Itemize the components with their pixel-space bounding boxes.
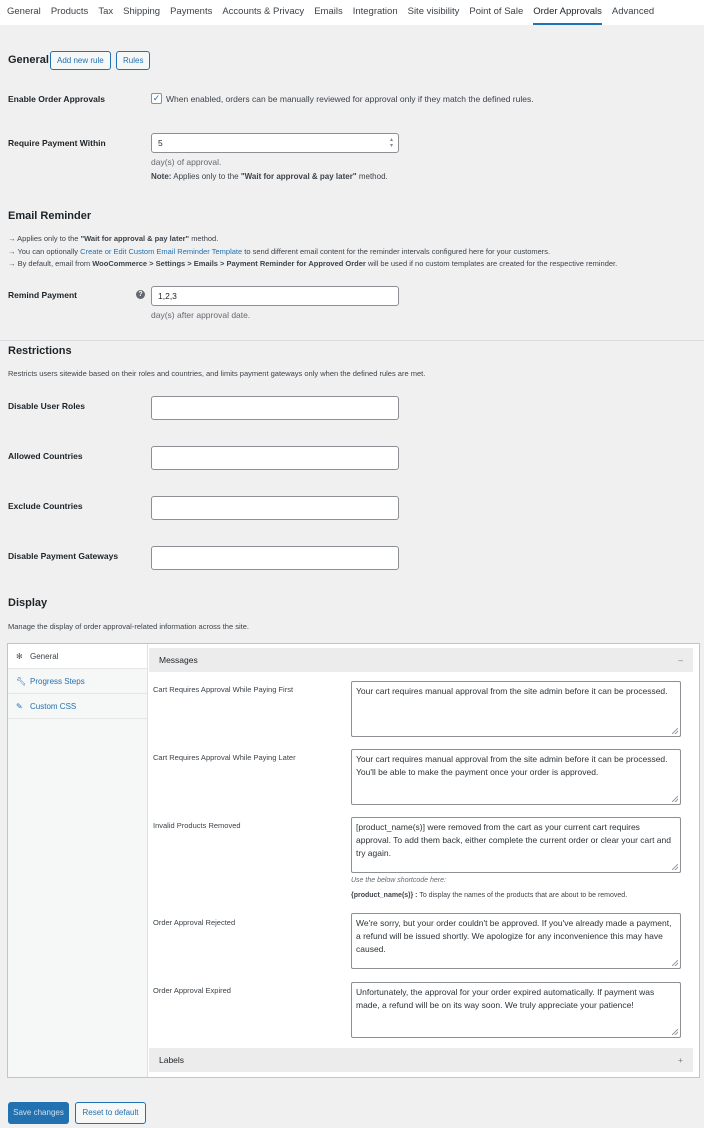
info-text: method. — [191, 234, 219, 243]
tab-payments[interactable]: Payments — [170, 6, 213, 17]
tab-advanced[interactable]: Advanced — [611, 6, 655, 17]
info-text: → Applies only to the — [8, 234, 79, 243]
sidebar-item-label: Progress Steps — [30, 677, 85, 686]
require-payment-value: 5 — [158, 138, 163, 148]
message-label: Cart Requires Approval While Paying First — [153, 685, 294, 694]
info-text: → By default, email from — [8, 259, 91, 268]
allowed-countries-label: Allowed Countries — [8, 451, 83, 461]
disable-payment-gateways-label: Disable Payment Gateways — [8, 551, 119, 561]
info-bold: WooCommerce > Settings > Emails > Payment Reminder for Approved Order — [92, 259, 366, 268]
shortcode-hint: Use the below shortcode here: — [351, 877, 446, 884]
reset-to-default-button[interactable]: Reset to default — [75, 1102, 146, 1124]
expand-icon[interactable]: + — [678, 1055, 683, 1065]
message-textarea[interactable]: Your cart requires manual approval from the site admin before it can be processed. You'll be able to make the payment once your order is approved. — [351, 749, 681, 805]
sidebar-item-label: General — [30, 652, 59, 661]
display-heading: Display — [8, 597, 48, 609]
sidebar-item-custom-css[interactable] — [8, 694, 147, 719]
message-label: Order Approval Expired — [153, 986, 231, 995]
save-changes-button[interactable]: Save changes — [8, 1102, 69, 1124]
shortcode-code: {product_name(s)} : — [351, 892, 418, 899]
collapse-icon[interactable]: – — [678, 655, 683, 665]
disable-payment-gateways-input[interactable] — [151, 546, 399, 570]
messages-accordion-header[interactable] — [149, 648, 693, 672]
messages-title: Messages — [159, 655, 198, 665]
tab-shipping[interactable]: Shipping — [123, 6, 161, 17]
info-text: to send different email content for the reminder intervals configured here for your customers. — [244, 247, 551, 256]
message-textarea[interactable]: Unfortunately, the approval for your order expired automatically. If payment was made, a refund will be on its way soon. We truly appreciate your patience! — [351, 982, 681, 1038]
rules-button[interactable]: Rules — [116, 51, 150, 70]
message-textarea[interactable]: We're sorry, but your order couldn't be approved. If you've already made a payment, a refund will be issued shortly. We apologize for any inconvenience this may have caused. — [351, 913, 681, 969]
email-info-2 — [8, 247, 550, 256]
labels-title: Labels — [159, 1055, 185, 1065]
tab-general[interactable]: General — [7, 6, 41, 17]
disable-user-roles-input[interactable] — [151, 396, 399, 420]
note-method: "Wait for approval & pay later" — [240, 172, 357, 181]
tab-emails[interactable]: Emails — [314, 6, 343, 17]
email-info-3 — [8, 259, 617, 268]
sidebar-item-progress-steps[interactable] — [8, 669, 147, 694]
restrictions-heading: Restrictions — [8, 345, 72, 357]
remind-payment-input[interactable] — [151, 286, 399, 306]
note-prefix: Note: — [151, 172, 172, 181]
message-label: Cart Requires Approval While Paying Later — [153, 753, 296, 762]
labels-accordion-header[interactable] — [149, 1048, 693, 1072]
tab-products[interactable]: Products — [50, 6, 89, 17]
settings-tabs — [0, 0, 704, 25]
email-reminder-heading: Email Reminder — [8, 210, 92, 222]
general-heading: General — [8, 54, 49, 66]
tab-point-of-sale[interactable]: Point of Sale — [469, 6, 524, 17]
remind-payment-label: Remind Payment — [8, 290, 77, 300]
message-label: Invalid Products Removed — [153, 821, 241, 830]
help-icon[interactable]: ? — [136, 290, 145, 299]
info-text: will be used if no custom templates are created for the respective reminder. — [367, 259, 618, 268]
remind-payment-help: day(s) after approval date. — [151, 310, 251, 320]
enable-order-approvals-checkbox[interactable]: ✓ — [152, 93, 161, 103]
gear-icon: ✻ — [16, 652, 23, 661]
payment-note — [151, 172, 388, 181]
tab-order-approvals[interactable]: Order Approvals — [533, 0, 602, 25]
message-label: Order Approval Rejected — [153, 918, 236, 927]
wrench-icon: 🔧︎ — [16, 677, 27, 686]
tab-integration[interactable]: Integration — [352, 6, 398, 17]
allowed-countries-input[interactable] — [151, 446, 399, 470]
shortcode-description: To display the names of the products that are about to be removed. — [419, 892, 628, 899]
disable-user-roles-label: Disable User Roles — [8, 401, 86, 411]
remind-payment-value: 1,2,3 — [158, 291, 177, 301]
shortcode-info — [351, 892, 627, 899]
exclude-countries-input[interactable] — [151, 496, 399, 520]
spinner-icon[interactable]: ▴ ▾ — [389, 137, 393, 149]
sidebar-item-label: Custom CSS — [30, 702, 77, 711]
pencil-icon: ✎ — [16, 702, 23, 711]
message-textarea[interactable]: Your cart requires manual approval from the site admin before it can be processed. — [351, 681, 681, 737]
restrictions-description: Restricts users sitewide based on their roles and countries, and limits payment gateways only when the defined rules are met. — [8, 369, 426, 378]
note-suffix: method. — [358, 172, 388, 181]
enable-order-approvals-label: Enable Order Approvals — [8, 94, 105, 104]
message-textarea[interactable]: [product_name(s)] were removed from the cart as your current cart requires approval. To add them back, either complete the current order or clear your cart and try again. — [351, 817, 681, 873]
note-text: Applies only to the — [173, 172, 239, 181]
exclude-countries-label: Exclude Countries — [8, 501, 83, 511]
require-payment-help: day(s) of approval. — [151, 157, 222, 167]
info-text: → You can optionally — [8, 247, 79, 256]
tab-site-visibility[interactable]: Site visibility — [407, 6, 460, 17]
info-bold: "Wait for approval & pay later" — [80, 234, 190, 243]
divider — [0, 340, 704, 341]
email-info-1 — [8, 234, 218, 243]
tab-accounts-privacy[interactable]: Accounts & Privacy — [222, 6, 305, 17]
custom-email-template-link[interactable]: Create or Edit Custom Email Reminder Template — [80, 247, 243, 256]
enable-description: When enabled, orders can be manually reviewed for approval only if they match the defined rules. — [166, 94, 534, 104]
sidebar-item-general[interactable] — [8, 644, 147, 669]
require-payment-label: Require Payment Within — [8, 138, 106, 148]
display-sidebar — [8, 644, 148, 1077]
tab-tax[interactable]: Tax — [98, 6, 114, 17]
display-description: Manage the display of order approval-related information across the site. — [8, 622, 249, 631]
require-payment-input[interactable] — [151, 133, 399, 153]
add-new-rule-button[interactable]: Add new rule — [50, 51, 111, 70]
